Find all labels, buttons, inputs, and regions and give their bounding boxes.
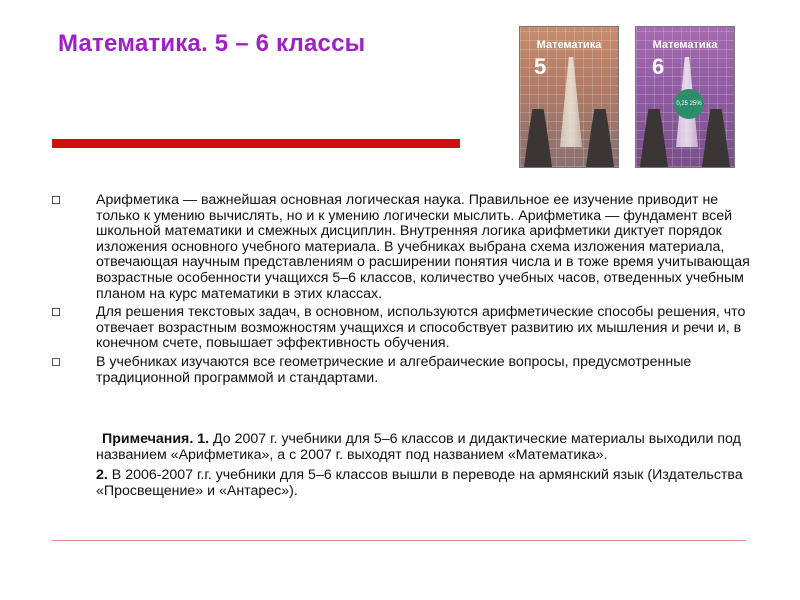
square-bullet-icon	[52, 358, 60, 366]
note-paragraph	[96, 468, 756, 499]
list-item	[52, 355, 752, 386]
statue-illustration	[586, 109, 614, 167]
book-grade: 5	[534, 54, 547, 79]
textbook-cover-grade-5	[519, 26, 619, 168]
square-bullet-icon	[52, 308, 60, 316]
slide-title: Математика. 5 – 6 классы	[58, 30, 366, 57]
book-title: Математика	[652, 39, 718, 51]
title-underline-bar	[52, 139, 460, 148]
bullet-text: Для решения текстовых задач, в основном, используются арифметические способы решения, что отвечает возрастным возможностям учащихся и способствует развитию их мышления и речи и, в конечном счете, повышает эффективность обучения.	[96, 304, 746, 352]
bullet-text: В учебниках изучаются все геометрические и алгебраические вопросы, предусмотренные традиционной программой и стандартами.	[96, 353, 692, 386]
textbook-cover-grade-6	[635, 26, 735, 168]
note-text: До 2007 г. учебники для 5–6 классов и дидактические материалы выходили под названием «Арифметика», а с 2007 г. выходят под названием «Математика».	[96, 431, 741, 463]
book-grade: 6	[652, 54, 665, 79]
list-item	[52, 193, 752, 302]
statue-illustration	[524, 109, 552, 167]
square-bullet-icon	[52, 196, 60, 204]
notes-section	[96, 432, 756, 504]
note-number: 2.	[96, 467, 108, 484]
note-text: В 2006-2007 г.г. учебники для 5–6 классов вышли в переводе на армянский язык (Издательства «Просвещение» и «Антарес»).	[96, 467, 743, 499]
note-paragraph: Примечания. 1. До 2007 г. учебники для 5–6 классов и дидактические материалы выходили под названием «Арифметика», а с 2007 г. выходят под названием «Математика».	[96, 431, 741, 463]
book-badge: 0,25 25%	[674, 89, 704, 119]
statue-illustration	[702, 109, 730, 167]
bullet-list	[52, 193, 752, 389]
bullet-text: Арифметика — важнейшая основная логическая наука. Правильное ее изучение приводит не только к умению вычислять, но и к умению логически мыслить. Арифметика — фундамент всей школьной математики и смежных дисциплин. Внутренняя логика арифметики диктует порядок изложения основного учебного материала. В учебниках выбрана схема изложения материала, отвечающая научным представлениям о расширении понятия числа и в тоже время учитывающая возрастные особенности учащихся 5–6 классов, количество учебных часов, отведенных учебным планом на курс математики в этих классах.	[96, 192, 750, 302]
statue-illustration	[640, 109, 668, 167]
list-item	[52, 305, 752, 352]
book-title: Математика	[536, 39, 602, 51]
footer-divider	[52, 540, 746, 541]
notes-heading: Примечания	[102, 431, 190, 447]
tower-illustration	[560, 57, 582, 147]
note-number: 1.	[197, 431, 210, 447]
